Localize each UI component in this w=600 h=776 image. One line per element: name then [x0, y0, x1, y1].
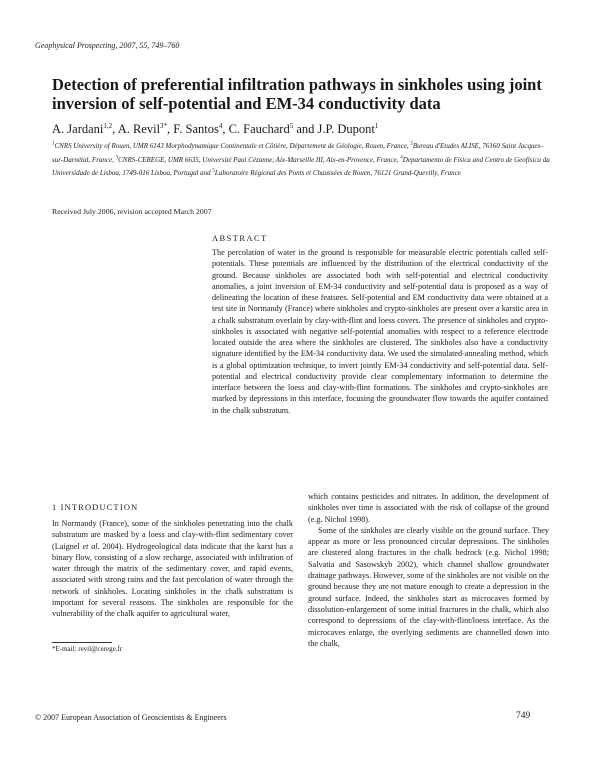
footnote-email: *E-mail: revil@cerege.fr	[52, 645, 123, 653]
author: C. Fauchard$^5$ and	[228, 122, 318, 137]
author: A. Jardani$^{1,2}$,	[52, 122, 118, 137]
affiliation: $^1$CNRS University of Rouen, UMR 6143 Morphodynamique Continentale et Côtière, Département de Géologie, Rouen, France,	[52, 142, 411, 151]
page-number: 749	[516, 711, 531, 721]
author: J.P. Dupont$^1$	[317, 122, 379, 137]
affiliation: $^3$CNRS-CEREGE, UMR 6635, Université Paul Cézanne, Aix-Marseille III, Aix-en-Provence, France,	[115, 155, 401, 164]
copyright-line: © 2007 European Association of Geoscientists & Engineers	[35, 713, 227, 722]
journal-reference: Geophysical Prospecting, 2007, 55, 749–760	[35, 41, 180, 50]
affiliation: $^2$Bureau d'Etudes ALISE, 76160 Saint Jacques-sur-Darnétal, France,	[52, 142, 543, 164]
abstract-heading: ABSTRACT	[212, 234, 268, 243]
paragraph: Some of the sinkholes are clearly visible on the ground surface. They appear as more or less pronounced circular depressions. The sinkholes are clustered along fractures in the chalk bedrock (e.g. Nichol 1998; Salvatia and Sasowskyb 2002), which channel shallow groundwater drainage pathways. However, some of the sinkholes are not visible on the ground because they are not mature enough to create a depression in the ground surface. Indeed, the sinkholes start as microcaves formed by dissolution-enlargement of some initial fractures in the chalk, which also correspond to depressions of the clay-with-flint/loess interface. As the microcaves enlarge, the overlying sediments are channelled down into the chalk,	[308, 525, 549, 648]
paragraph: In Normandy (France), some of the sinkholes penetrating into the chalk substratum are masked by a loess and clay-with-flint sedimentary cover (Laignel et al. 2004). Hydrogeological data indicate that the karst has a binary flow, consisting of a slow recharge, associated with infiltration of water through the matrix of the sedimentary cover, and rapid events, associated with strong rains and the fast percolation of water through the network of sinkholes. Locating sinkholes in the chalk substratum is important for several reasons. The sinkholes are responsible for the vulnerability of the chalk aquifer to agricultural water,	[52, 519, 294, 619]
author-list	[52, 122, 378, 137]
body-column-left	[52, 518, 293, 620]
body-column-right	[308, 491, 549, 649]
abstract-text: The percolation of water in the ground is responsible for measurable electric potentials called self-potentials. These potentials are influenced by the distribution of the electrical conductivity of the ground. Because sinkholes are associated both with self-potential and electrical conductivity anomalies, a joint inversion of EM-34 conductivity and self-potential data is proposed as a way of delineating the location of these features. Self-potential and EM conductivity data were obtained at a test site in Normandy (France) where sinkholes and crypto-sinkholes are present over a karstic area in a chalk substratum overlain by clay-with-flint and loess covers. The presence of sinkholes and crypto-sinkholes is associated with negative self-potential anomalies with respect to a reference electrode located outside the area where the sinkholes are clustered. The sinkholes also have a conductivity signature identified by the EM-34 conductivity data. We used the simulated-annealing method, which is a global optimization technique, to invert jointly EM-34 conductivity and self-potential data. Self-potential and electrical conductivity provide clear complementary information to determine the interface between the loess and clay-with-flint formations. The sinkholes and crypto-sinkholes are marked by depressions in this interface, focusing the groundwater flow towards the aquifer contained in the chalk substratum.	[212, 248, 548, 415]
author: F. Santos$^4$,	[173, 122, 229, 137]
paper-title: Detection of preferential infiltration pathways in sinkholes using joint inversion of self-potential and EM-34 conductivity data	[52, 75, 542, 113]
author: A. Revil$^{3*}$,	[117, 122, 174, 137]
affiliation: $^5$Laboratoire Régional des Ponts et Chaussées de Rouen, 76121 Grand-Quevilly, France	[212, 168, 461, 178]
affiliation: $^4$Departamento de Física and Centro de Geofísica da Universidade de Lisboa, 1749-016 Lisboa, Portugal and	[52, 155, 550, 178]
section-heading: 1 INTRODUCTION	[52, 503, 139, 512]
received-date: Received July 2006, revision accepted March 2007	[52, 207, 212, 216]
footnote-rule	[52, 642, 112, 643]
paragraph: which contains pesticides and nitrates. In addition, the development of sinkholes over time is associated with the risk of collapse of the ground (e.g. Nichol 1998).	[308, 492, 549, 524]
affiliations	[52, 139, 552, 179]
